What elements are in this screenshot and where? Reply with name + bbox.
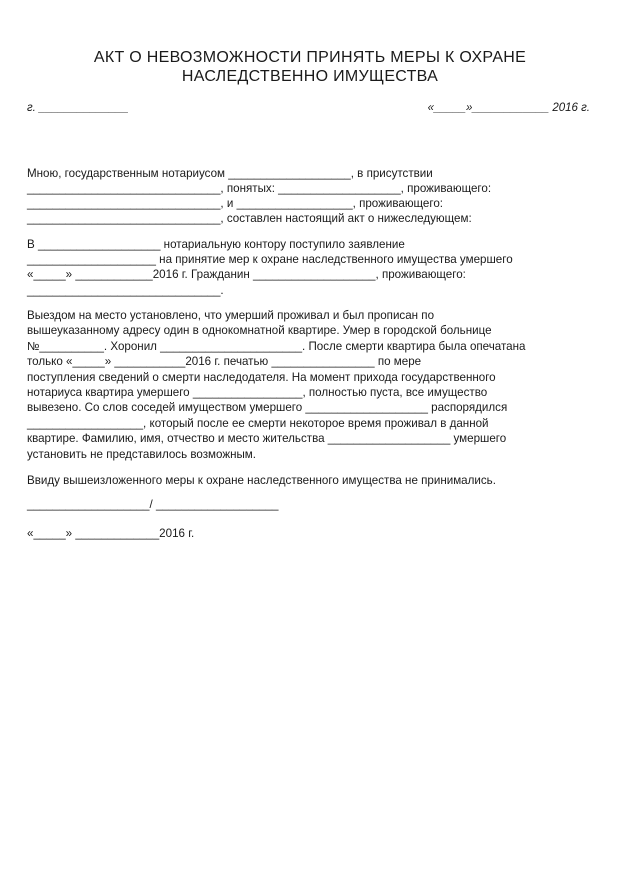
- paragraph-2-line: «_____» ____________2016 г. Гражданин ___________________, проживающего:: [27, 268, 466, 281]
- paragraph-2-line: ______________________________.: [27, 284, 224, 297]
- city-field: г. ______________: [27, 102, 129, 114]
- paragraph-3-line: вывезено. Со слов соседей имуществом умершего ___________________ распорядился: [27, 401, 508, 414]
- date-field: «_____»____________ 2016 г.: [427, 102, 590, 114]
- paragraph-2-line: В ___________________ нотариальную контору поступило заявление: [27, 238, 405, 251]
- paragraph-2-line: ____________________ на принятие мер к охране наследственного имущества умершего: [27, 253, 513, 266]
- paragraph-1-line: ______________________________, составлен настоящий акт о нижеследующем:: [27, 212, 472, 225]
- paragraph-1-line: ______________________________, понятых: ___________________, проживающего:: [27, 182, 492, 195]
- paragraph-3-line: квартире. Фамилию, имя, отчество и место жительства ___________________ умершего: [27, 432, 507, 445]
- signature-date: «_____» _____________2016 г.: [27, 527, 195, 540]
- paragraph-3-line: установить не представилось возможным.: [27, 448, 256, 461]
- paragraph-3-line: вышеуказанному адресу один в однокомнатной квартире. Умер в городской больнице: [27, 324, 492, 337]
- paragraph-3-line: №__________. Хоронил ______________________. После смерти квартира была опечатана: [27, 340, 526, 353]
- paragraph-3-line: только «_____» ___________2016 г. печатью ________________ по мере: [27, 355, 422, 368]
- title-line-2: НАСЛЕДСТВЕННО ИМУЩЕСТВА: [181, 68, 439, 85]
- signature-line: ___________________/ ___________________: [27, 498, 279, 511]
- document-title: [0, 48, 620, 86]
- paragraph-3-line: поступления сведений о смерти наследодателя. На момент прихода государственного: [27, 371, 496, 384]
- paragraph-1-line: ______________________________, и __________________, проживающего:: [27, 197, 444, 210]
- paragraph-1-line: Мною, государственным нотариусом ___________________, в присутствии: [27, 167, 433, 180]
- paragraph-3-line: __________________, который после ее смерти некоторое время проживал в данной: [27, 417, 489, 430]
- paragraph-3-line: Выездом на место установлено, что умерший проживал и был прописан по: [27, 309, 435, 322]
- title-line-1: АКТ О НЕВОЗМОЖНОСТИ ПРИНЯТЬ МЕРЫ К ОХРАНЕ: [93, 49, 527, 66]
- paragraph-4: Ввиду вышеизложенного меры к охране наследственного имущества не принимались.: [27, 474, 496, 487]
- paragraph-3-line: нотариуса квартира умершего _________________, полностью пуста, все имущество: [27, 386, 488, 399]
